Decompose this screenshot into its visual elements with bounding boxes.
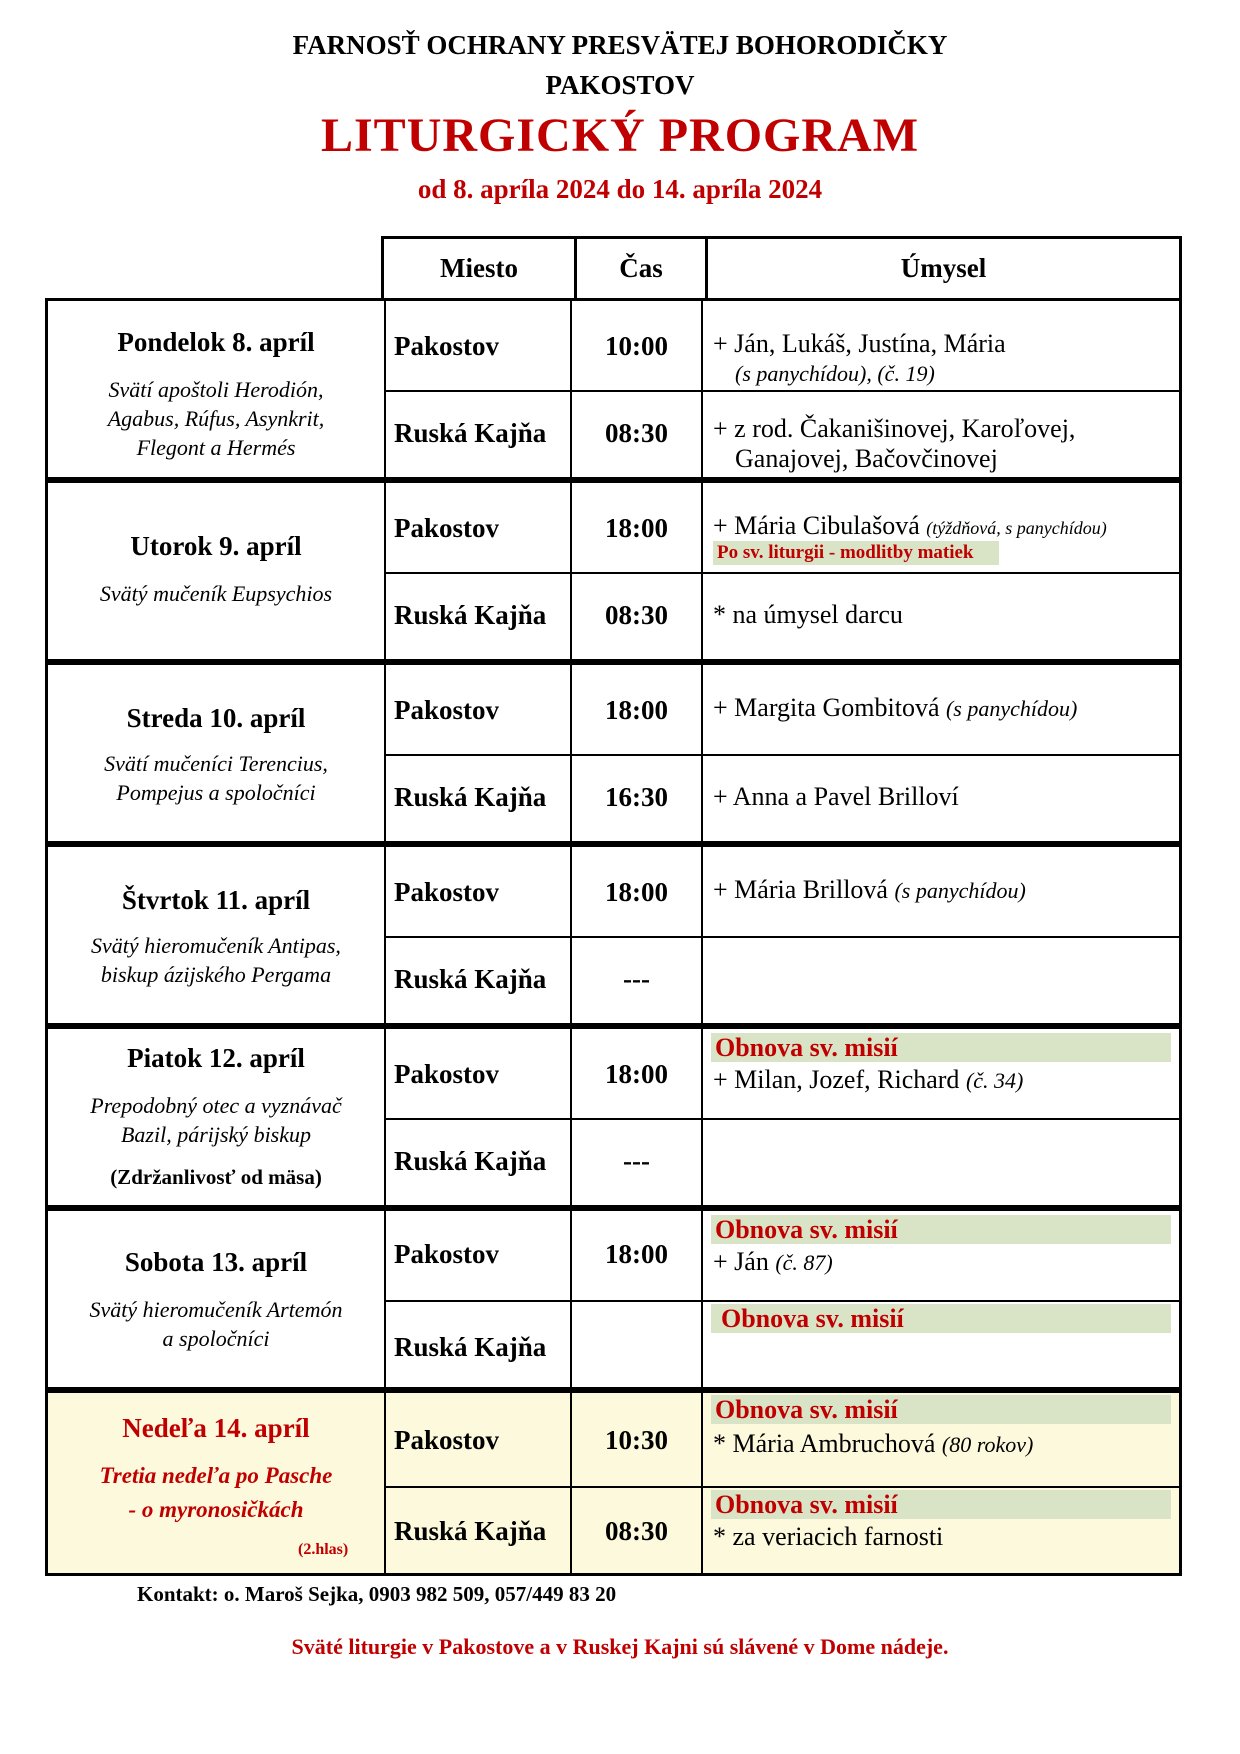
service-time: ---: [572, 1120, 703, 1207]
mission-banner: Obnova sv. misií: [711, 1395, 1171, 1424]
service-intention: [703, 1393, 1179, 1486]
service-place: Pakostov: [384, 665, 572, 754]
intention-name: * Mária Ambruchová: [713, 1429, 936, 1458]
service-row: [384, 754, 1179, 843]
service-row: [384, 665, 1179, 754]
service-row: [384, 1300, 1179, 1389]
location-notice: Sväté liturgie v Pakostove a v Ruskej Kajni sú slávené v Dome nádeje.: [291, 1634, 949, 1659]
service-intention: [703, 301, 1179, 390]
service-row: [384, 1393, 1179, 1486]
day-cell: [48, 301, 386, 477]
day-block: [45, 480, 1182, 662]
service-time: 18:00: [572, 1029, 703, 1118]
service-row: [384, 1118, 1179, 1207]
intention-text: * za veriacich farnosti: [713, 1522, 944, 1551]
service-intention: [703, 1029, 1179, 1118]
saint-line: Agabus, Rúfus, Asynkrit,: [107, 406, 325, 431]
service-row: [384, 1486, 1179, 1573]
date-range: od 8. apríla 2024 do 14. apríla 2024: [417, 174, 823, 204]
day-name: Sobota 13. apríl: [124, 1247, 308, 1277]
column-header-intention: Úmysel: [705, 236, 1182, 298]
service-intention: [703, 1488, 1179, 1573]
saint-line: Bazil, párijský biskup: [120, 1122, 312, 1147]
saint-line: Pompejus a spoločníci: [116, 780, 316, 805]
service-time: 18:00: [572, 847, 703, 936]
intention-name: + Mária Brillová: [713, 875, 888, 904]
service-row: [384, 1029, 1179, 1118]
service-time: 18:00: [572, 483, 703, 572]
day-name: Nedeľa 14. apríl: [122, 1413, 310, 1443]
saint-line: Svätý mučeník Eupsychios: [99, 581, 333, 606]
day-name: Utorok 9. apríl: [130, 531, 302, 561]
intention-text: [713, 1429, 1033, 1459]
intention-text: [713, 1247, 833, 1277]
column-header-time: Čas: [574, 236, 705, 298]
service-time: 18:00: [572, 665, 703, 754]
service-place: Pakostov: [384, 1029, 572, 1118]
parish-name: FARNOSŤ OCHRANY PRESVÄTEJ BOHORODIČKY: [292, 30, 948, 60]
day-name: Pondelok 8. apríl: [117, 327, 315, 357]
day-block: [45, 662, 1182, 844]
mission-banner: Obnova sv. misií: [711, 1033, 1171, 1062]
day-cell: [48, 847, 386, 1023]
service-time: 16:30: [572, 756, 703, 843]
service-intention: [703, 392, 1179, 479]
saint-line: Tretia nedeľa po Pasche: [99, 1463, 333, 1488]
service-intention: [703, 665, 1179, 754]
saint-line: a spoločníci: [162, 1326, 270, 1351]
saint-line: Flegont a Hermés: [136, 435, 296, 460]
intention-name: + Margita Gombitová: [713, 693, 940, 722]
service-place: Ruská Kajňa: [384, 1302, 572, 1389]
saint-line: Svätí apoštoli Herodión,: [108, 377, 324, 402]
day-block: [45, 1208, 1182, 1390]
intention-note: (80 rokov): [941, 1432, 1034, 1457]
intention-note: (s panychídou): [945, 696, 1078, 721]
prayer-note: Po sv. liturgii - modlitby matiek: [713, 541, 999, 565]
service-time: 08:30: [572, 574, 703, 661]
column-header-place: Miesto: [381, 236, 574, 298]
saint-line: Prepodobný otec a vyznávač: [90, 1093, 342, 1118]
intention-text: [713, 875, 1026, 905]
service-time: 08:30: [572, 392, 703, 479]
day-cell: [48, 1211, 386, 1387]
service-intention: [703, 1211, 1179, 1300]
intention-note: (č. 34): [965, 1068, 1024, 1093]
service-time: 10:30: [572, 1393, 703, 1486]
service-row: [384, 483, 1179, 572]
service-intention: [703, 938, 1179, 1025]
service-time: 10:00: [572, 301, 703, 390]
tone-note: (2.hlas): [298, 1541, 349, 1558]
day-block: [45, 298, 1182, 480]
service-intention: [703, 1302, 1179, 1389]
day-cell: [48, 483, 386, 659]
village-name: PAKOSTOV: [545, 70, 695, 100]
service-intention: [703, 847, 1179, 936]
service-place: Ruská Kajňa: [384, 392, 572, 479]
service-place: Ruská Kajňa: [384, 574, 572, 661]
day-cell: [48, 665, 386, 841]
service-intention: [703, 483, 1179, 572]
service-place: Ruská Kajňa: [384, 756, 572, 843]
mission-banner: Obnova sv. misií: [711, 1304, 1171, 1333]
saint-line: Svätý hieromučeník Antipas,: [91, 933, 341, 958]
service-intention: [703, 1120, 1179, 1207]
mission-banner: Obnova sv. misií: [711, 1215, 1171, 1244]
intention-note: (týždňová, s panychídou): [926, 518, 1107, 538]
intention-note: (s panychídou): [894, 878, 1026, 903]
intention-text: [713, 511, 1107, 541]
mission-banner: Obnova sv. misií: [711, 1490, 1171, 1519]
intention-name: + Ján: [713, 1247, 769, 1276]
service-time: ---: [572, 938, 703, 1025]
day-block: [45, 844, 1182, 1026]
intention-name: + Mária Cibulašová: [713, 511, 920, 540]
service-time: [572, 1302, 703, 1389]
contact-info: Kontakt: o. Maroš Sejka, 0903 982 509, 057/449 83 20: [137, 1582, 617, 1606]
day-cell: [48, 1393, 386, 1573]
service-time: 18:00: [572, 1211, 703, 1300]
saint-line: Svätí mučeníci Terencius,: [104, 751, 328, 776]
intention-note: (č. 87): [775, 1250, 833, 1275]
page-title: LITURGICKÝ PROGRAM: [320, 109, 919, 162]
saint-line: - o myronosičkách: [128, 1497, 304, 1522]
service-place: Ruská Kajňa: [384, 1120, 572, 1207]
service-place: Pakostov: [384, 847, 572, 936]
saint-line: Svätý hieromučeník Artemón: [89, 1297, 343, 1322]
service-row: [384, 390, 1179, 479]
intention-text: [713, 693, 1077, 723]
day-name: Streda 10. apríl: [126, 703, 306, 733]
intention-text: [713, 1065, 1023, 1095]
intention-text: + Ján, Lukáš, Justína, Mária: [713, 329, 1006, 358]
service-place: Ruská Kajňa: [384, 1488, 572, 1573]
service-row: [384, 847, 1179, 936]
day-name: Štvrtok 11. apríl: [121, 885, 311, 915]
intention-name: + Milan, Jozef, Richard: [713, 1065, 960, 1094]
day-block-sunday: [45, 1390, 1182, 1576]
service-row: [384, 1211, 1179, 1300]
service-place: Pakostov: [384, 1393, 572, 1486]
day-name: Piatok 12. apríl: [127, 1043, 305, 1073]
service-row: [384, 936, 1179, 1025]
day-block: [45, 1026, 1182, 1208]
service-intention: [703, 756, 1179, 843]
service-time: 08:30: [572, 1488, 703, 1573]
intention-text: Ganajovej, Bačovčinovej: [735, 444, 998, 473]
service-place: Ruská Kajňa: [384, 938, 572, 1025]
service-row: [384, 572, 1179, 661]
day-cell: [48, 1029, 386, 1205]
saint-line: biskup ázijského Pergama: [100, 962, 332, 987]
intention-text: + z rod. Čakanišinovej, Karoľovej,: [713, 414, 1076, 443]
service-place: Pakostov: [384, 483, 572, 572]
service-place: Pakostov: [384, 301, 572, 390]
intention-note: (s panychídou), (č. 19): [735, 361, 935, 386]
service-row: [384, 301, 1179, 390]
service-intention: [703, 574, 1179, 661]
service-place: Pakostov: [384, 1211, 572, 1300]
intention-text: + Anna a Pavel Brilloví: [713, 782, 959, 811]
intention-text: * na úmysel darcu: [713, 600, 903, 629]
fasting-note: (Zdržanlivosť od mäsa): [110, 1165, 322, 1189]
